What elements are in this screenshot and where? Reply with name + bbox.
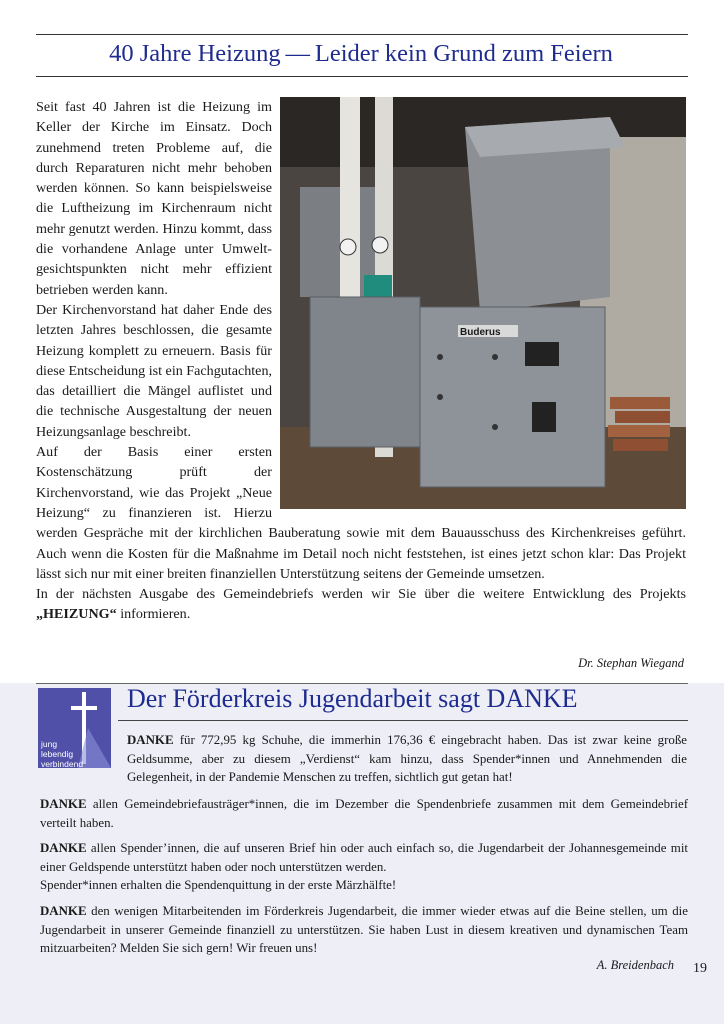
article-body-text: Seit fast 40 Jahren ist die Heizung im Keller der Kirche im Einsatz. Doch zunehmend treten Probleme auf, die durch Reparaturen nicht mehr behoben werden können. So kann beispielsweise die Luftheizung im Kirchenraum nicht mehr genutzt werden. Hinzu kommt, dass die vorhandene Anlage unter Umweltgesichtspunkten nicht mehr effizient betrieben werden kann. Der Kirchenvorstand hat daher Ende des letzten Jahres beschlossen, die gesamte Heizung komplett zu erneuern. Basis für diese Entscheidung ist ein Fachgutachten, das detailliert die Mängel auflistet und die technische Ausgestaltung der neuen Heizungsanlage beschreibt. Auf der Basis einer ersten Kostenschätzung prüft der Kirchenvorstand, wie das Projekt „Neue Heizung“ zu finanzieren ist. Hierzu werden Gespräche mit der kirchlichen Bauberatung sowie mit dem Bauausschuss des Kirchenkreises geführt. Auch wenn die Kosten für die Maßnahme im Detail noch nicht feststehen, ist eines jetzt schon klar: Das Projekt lässt sich nur mit einer breiten finanziellen Unterstützung seitens der Gemeinde umsetzen. In der nächsten Ausgabe des Gemeindebriefs werden wir Sie über die weitere Entwicklung des Projekts <box>36 99 686 603</box>
heating-unit-illustration <box>280 97 686 509</box>
logo-text: jung lebendig verbindend <box>41 739 84 769</box>
article-author: Dr. Stephan Wiegand <box>578 656 684 670</box>
heating-system-photo <box>280 97 686 509</box>
thanks-paragraph: DANKE allen Spender’innen, die auf unseren Brief hin oder auch einfach so, die Jugendarbeit der Johannesgemeinde mit einer Geldspende unterstützt haben oder noch unterstützen werden. Spender*innen erhalten die Spendenquittung in der erste Märzhälfte! <box>40 841 688 893</box>
thanks-paragraph: DANKE für 772,95 kg Schuhe, die immerhin 176,36 € eingebracht haben. Das ist zwar keine große Geldsumme, aber zu diesem „Verdienst“ kam hinzu, dass Spender*innen und Annehmenden die Gelegenheit, in der Pandemie Menschen zu treffen, sichtlich gut getan hat! <box>127 733 687 785</box>
thanks-paragraph: DANKE allen Gemeindebriefausträger*innen, die im Dezember die Spendenbriefe zusammen mit dem Gemeindebrief verteilt haben. <box>40 797 688 830</box>
brand-label: Buderus <box>460 327 501 338</box>
article-body <box>36 97 686 625</box>
receipt-note: Spender*innen erhalten die Spendenquittung in der erste Märzhälfte! <box>40 878 397 893</box>
thanks-title-rule <box>118 720 688 721</box>
youth-logo <box>38 688 111 768</box>
thanks-paragraph: DANKE den wenigen Mitarbeitenden im Förderkreis Jugendarbeit, die immer wieder etwas auf die Beine stellen, um die Jugendarbeit in unserer Gemeinde finanziell zu unterstützen. Sie haben Lust in diesem kreativen und dynamischen Team mitzuarbeiten? Melden Sie sich gern! Wir freuen uns! <box>40 904 688 956</box>
title-rule <box>36 76 688 77</box>
article-title: 40 Jahre Heizung — Leider kein Grund zum Feiern <box>109 40 613 67</box>
thanks-author: A. Breidenbach <box>596 958 674 972</box>
top-rule <box>36 34 688 35</box>
thanks-title: Der Förderkreis Jugendarbeit sagt DANKE <box>127 684 578 713</box>
article-body-end: informieren. <box>116 606 191 623</box>
page-number: 19 <box>693 961 707 976</box>
project-name: „HEIZUNG“ <box>36 606 117 623</box>
